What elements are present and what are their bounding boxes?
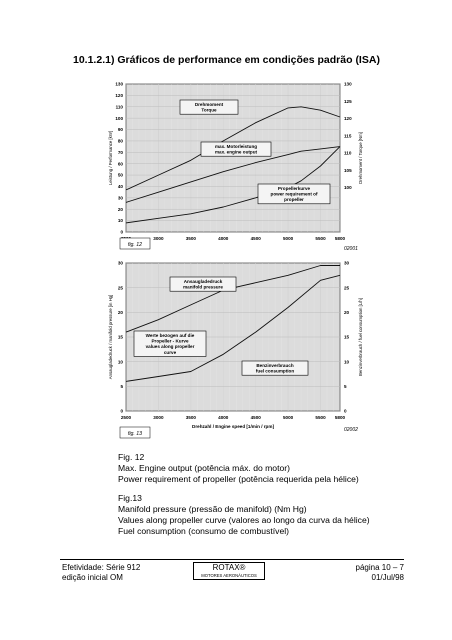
y-left-tick-label: 20 — [117, 309, 123, 315]
annotation-text: Werte bezogen auf die — [145, 333, 195, 338]
footer-effectivity: Efetividade: Série 912 — [62, 563, 141, 572]
y-right-tick-label: 25 — [344, 285, 350, 291]
y-right-axis-label: Drehmoment / Torque [Nm] — [358, 132, 363, 184]
y-right-axis-label: Benzinverbrauch / fuel consumption [L/h] — [358, 298, 363, 376]
footer-divider — [60, 559, 404, 560]
y-right-tick-label: 125 — [344, 98, 352, 104]
x-tick-label: 5000 — [283, 236, 294, 241]
annotation-text: propeller — [284, 197, 304, 203]
annotation-text: curve — [163, 349, 177, 355]
y-right-tick-label: 10 — [344, 359, 350, 365]
footer-left — [62, 563, 140, 583]
y-left-axis-label: Ansaugladedruck / manifold pressure [in Hg] — [108, 294, 113, 380]
x-tick-label: 3500 — [185, 415, 196, 420]
x-tick-label: 2500 — [120, 415, 132, 420]
caption-line: Fig. 12 — [118, 452, 145, 462]
annotation-text: manifold pressure — [183, 284, 223, 290]
y-right-tick-label: 20 — [344, 309, 350, 315]
y-left-tick-label: 5 — [120, 383, 123, 389]
annotation-text: fuel consumption — [255, 368, 295, 374]
brand-subtitle: MOTORES AERONÁUTICOS — [201, 573, 257, 578]
caption-line: Max. Engine output (potência máx. do motor) — [118, 463, 290, 473]
x-tick-label: 5000 — [283, 415, 294, 420]
annotation-text: max. engine output — [214, 149, 258, 155]
annotation-text: max. Motorleistung — [214, 144, 258, 149]
brand-name: ROTAX® — [212, 563, 246, 572]
y-left-tick-label: 50 — [117, 172, 123, 178]
y-left-tick-label: 0 — [120, 408, 123, 414]
y-left-tick-label: 100 — [115, 115, 123, 121]
footer-edition: edição inicial OM — [62, 573, 123, 582]
figure-code: 02001 — [344, 246, 358, 252]
caption-line: Fig.13 — [118, 493, 142, 503]
x-tick-label: 4000 — [218, 236, 229, 241]
y-left-tick-label: 10 — [117, 218, 123, 224]
y-left-tick-label: 10 — [117, 359, 123, 365]
x-tick-label: 5800 — [334, 415, 346, 420]
y-left-tick-label: 20 — [117, 206, 123, 212]
x-tick-label: 3500 — [185, 236, 196, 241]
x-tick-label: 3000 — [153, 236, 164, 241]
y-left-tick-label: 90 — [117, 127, 123, 133]
y-right-tick-label: 115 — [344, 133, 352, 139]
y-right-tick-label: 5 — [344, 383, 347, 389]
annotation-text: Propeller - Kurve — [151, 338, 189, 344]
figure-code: 02002 — [344, 427, 358, 433]
x-tick-label: 5800 — [334, 236, 346, 241]
figure-label: fig. 13 — [127, 431, 143, 437]
y-left-tick-label: 120 — [115, 92, 123, 98]
section-heading: 10.1.2.1) Gráficos de performance em condições padrão (ISA) — [73, 54, 380, 66]
y-left-axis-label: Leistung / Performance [kW] — [108, 130, 113, 186]
annotation-text: power requirement of — [270, 191, 318, 197]
x-tick-label: 5500 — [315, 415, 326, 420]
caption-block-fig13 — [118, 493, 370, 537]
figure-label: fig. 12 — [127, 242, 143, 248]
caption-line: Power requirement of propeller (potência requerida pela hélice) — [118, 474, 359, 484]
caption-line: Values along propeller curve (valores ao longo da curva da hélice) — [118, 515, 370, 525]
y-left-tick-label: 40 — [117, 184, 123, 190]
y-right-tick-label: 105 — [344, 167, 352, 173]
annotation-text: Torque — [201, 107, 217, 113]
caption-line: Manifold pressure (pressão de manifold) (Nm Hg) — [118, 504, 307, 514]
x-tick-label: 3000 — [153, 415, 164, 420]
page-date: 01/Jul/98 — [371, 573, 404, 582]
chart-fig-13 — [106, 255, 368, 441]
y-right-tick-label: 120 — [344, 116, 352, 122]
rotax-logo-box — [193, 562, 265, 580]
annotation-text: Drehmoment — [194, 102, 224, 107]
chart-fig-12 — [106, 80, 368, 256]
x-tick-label: 4500 — [250, 415, 261, 420]
y-left-tick-label: 15 — [117, 334, 123, 340]
annotation-text: Ansaugladedruck — [183, 279, 223, 284]
y-right-tick-label: 110 — [344, 150, 352, 156]
x-tick-label: 5500 — [315, 236, 326, 241]
y-right-tick-label: 130 — [344, 81, 352, 87]
y-right-tick-label: 0 — [344, 408, 347, 414]
y-right-tick-label: 100 — [344, 185, 352, 191]
caption-block-fig12 — [118, 452, 359, 485]
y-left-tick-label: 70 — [117, 149, 123, 155]
x-axis-label: Drehzahl / Engine speed [1/min / rpm] — [192, 424, 274, 429]
y-left-tick-label: 30 — [117, 260, 123, 266]
annotation-text: values along propeller — [145, 344, 195, 350]
footer-right — [356, 563, 405, 583]
annotation-text: Benzinverbrauch — [256, 363, 294, 368]
y-left-tick-label: 0 — [120, 229, 123, 235]
y-left-tick-label: 30 — [117, 195, 123, 201]
y-left-tick-label: 25 — [117, 285, 123, 291]
y-right-tick-label: 30 — [344, 260, 350, 266]
y-left-tick-label: 80 — [117, 138, 123, 144]
y-right-tick-label: 15 — [344, 334, 350, 340]
caption-line: Fuel consumption (consumo de combustível) — [118, 526, 289, 536]
page-number: página 10 – 7 — [355, 563, 404, 572]
y-left-tick-label: 110 — [115, 104, 123, 110]
annotation-text: Propellerkurve — [277, 186, 311, 191]
y-left-tick-label: 130 — [115, 81, 123, 87]
x-tick-label: 4500 — [250, 236, 261, 241]
y-left-tick-label: 60 — [117, 161, 123, 167]
x-tick-label: 4000 — [218, 415, 229, 420]
